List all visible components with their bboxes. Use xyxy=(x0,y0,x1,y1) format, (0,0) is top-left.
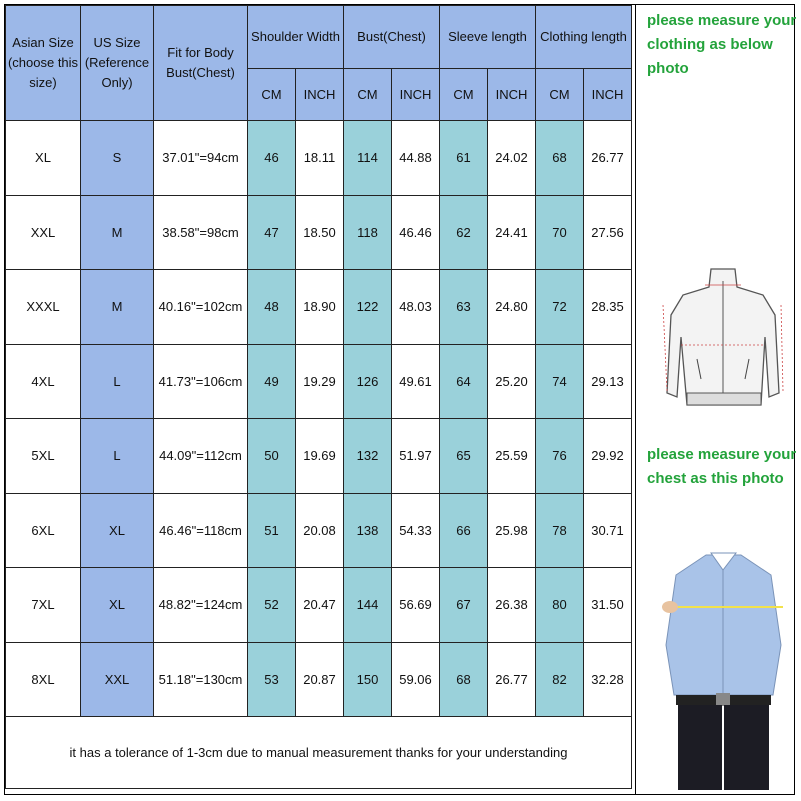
header-bust: Bust(Chest) xyxy=(344,6,440,69)
cell-shoulder-inch: 18.11 xyxy=(296,121,344,196)
header-shoulder-width: Shoulder Width xyxy=(248,6,344,69)
table-row xyxy=(6,419,632,494)
cell-clothing-cm: 78 xyxy=(536,493,584,568)
table-row xyxy=(6,568,632,643)
cell-sleeve-inch: 26.38 xyxy=(488,568,536,643)
subheader-inch: INCH xyxy=(296,69,344,121)
cell-clothing-inch: 32.28 xyxy=(584,642,632,717)
cell-sleeve-cm: 67 xyxy=(440,568,488,643)
cell-size-asian: XL xyxy=(6,121,81,196)
cell-shoulder-cm: 53 xyxy=(248,642,296,717)
cell-size-us: XXL xyxy=(81,642,154,717)
cell-shoulder-cm: 50 xyxy=(248,419,296,494)
cell-size-us: L xyxy=(81,344,154,419)
cell-bust-cm: 122 xyxy=(344,270,392,345)
subheader-inch: INCH xyxy=(584,69,632,121)
cell-bust-inch: 44.88 xyxy=(392,121,440,196)
cell-clothing-cm: 70 xyxy=(536,195,584,270)
cell-clothing-cm: 76 xyxy=(536,419,584,494)
cell-bust-inch: 59.06 xyxy=(392,642,440,717)
cell-size-us: L xyxy=(81,419,154,494)
cell-sleeve-cm: 65 xyxy=(440,419,488,494)
cell-clothing-inch: 29.92 xyxy=(584,419,632,494)
tolerance-footer: it has a tolerance of 1-3cm due to manual measurement thanks for your understanding xyxy=(6,717,632,789)
cell-size-us: M xyxy=(81,195,154,270)
cell-fit-bust: 44.09"=112cm xyxy=(154,419,248,494)
cell-sleeve-cm: 64 xyxy=(440,344,488,419)
header-sleeve-length: Sleeve length xyxy=(440,6,536,69)
cell-clothing-cm: 80 xyxy=(536,568,584,643)
cell-bust-inch: 46.46 xyxy=(392,195,440,270)
cell-bust-inch: 56.69 xyxy=(392,568,440,643)
cell-bust-cm: 150 xyxy=(344,642,392,717)
cell-fit-bust: 38.58"=98cm xyxy=(154,195,248,270)
cell-size-us: M xyxy=(81,270,154,345)
table-row xyxy=(6,270,632,345)
cell-shoulder-inch: 20.08 xyxy=(296,493,344,568)
cell-sleeve-inch: 24.41 xyxy=(488,195,536,270)
subheader-cm: CM xyxy=(536,69,584,121)
cell-size-asian: XXXL xyxy=(6,270,81,345)
chest-measure-photo-icon xyxy=(656,535,791,790)
cell-clothing-inch: 29.13 xyxy=(584,344,632,419)
cell-shoulder-cm: 47 xyxy=(248,195,296,270)
header-us-size: US Size (Reference Only) xyxy=(81,6,154,121)
cell-shoulder-inch: 19.69 xyxy=(296,419,344,494)
jacket-diagram-icon xyxy=(661,255,786,415)
table-row xyxy=(6,493,632,568)
cell-clothing-cm: 68 xyxy=(536,121,584,196)
cell-size-us: XL xyxy=(81,568,154,643)
cell-clothing-cm: 74 xyxy=(536,344,584,419)
cell-clothing-inch: 28.35 xyxy=(584,270,632,345)
header-asian-size: Asian Size (choose this size) xyxy=(6,6,81,121)
cell-fit-bust: 40.16"=102cm xyxy=(154,270,248,345)
subheader-cm: CM xyxy=(248,69,296,121)
cell-clothing-inch: 27.56 xyxy=(584,195,632,270)
cell-clothing-cm: 82 xyxy=(536,642,584,717)
cell-shoulder-inch: 19.29 xyxy=(296,344,344,419)
cell-bust-cm: 138 xyxy=(344,493,392,568)
cell-fit-bust: 51.18"=130cm xyxy=(154,642,248,717)
subheader-inch: INCH xyxy=(488,69,536,121)
cell-shoulder-cm: 52 xyxy=(248,568,296,643)
cell-clothing-inch: 31.50 xyxy=(584,568,632,643)
cell-bust-cm: 126 xyxy=(344,344,392,419)
cell-bust-cm: 114 xyxy=(344,121,392,196)
clothing-measure-note: please measure your clothing as below photo xyxy=(647,12,797,77)
cell-sleeve-cm: 62 xyxy=(440,195,488,270)
cell-shoulder-inch: 20.47 xyxy=(296,568,344,643)
cell-size-asian: 7XL xyxy=(6,568,81,643)
cell-sleeve-inch: 25.98 xyxy=(488,493,536,568)
cell-sleeve-inch: 26.77 xyxy=(488,642,536,717)
cell-sleeve-inch: 24.80 xyxy=(488,270,536,345)
cell-bust-cm: 132 xyxy=(344,419,392,494)
cell-shoulder-cm: 46 xyxy=(248,121,296,196)
cell-sleeve-cm: 68 xyxy=(440,642,488,717)
cell-fit-bust: 46.46"=118cm xyxy=(154,493,248,568)
cell-bust-inch: 51.97 xyxy=(392,419,440,494)
cell-clothing-cm: 72 xyxy=(536,270,584,345)
cell-sleeve-inch: 25.59 xyxy=(488,419,536,494)
cell-shoulder-inch: 20.87 xyxy=(296,642,344,717)
cell-bust-cm: 144 xyxy=(344,568,392,643)
cell-shoulder-cm: 48 xyxy=(248,270,296,345)
table-row xyxy=(6,642,632,717)
cell-bust-inch: 54.33 xyxy=(392,493,440,568)
cell-sleeve-inch: 24.02 xyxy=(488,121,536,196)
cell-bust-inch: 49.61 xyxy=(392,344,440,419)
cell-sleeve-inch: 25.20 xyxy=(488,344,536,419)
cell-bust-inch: 48.03 xyxy=(392,270,440,345)
cell-clothing-inch: 26.77 xyxy=(584,121,632,196)
cell-shoulder-cm: 51 xyxy=(248,493,296,568)
cell-size-asian: 8XL xyxy=(6,642,81,717)
cell-sleeve-cm: 63 xyxy=(440,270,488,345)
cell-bust-cm: 118 xyxy=(344,195,392,270)
cell-size-asian: 6XL xyxy=(6,493,81,568)
cell-fit-bust: 48.82"=124cm xyxy=(154,568,248,643)
cell-shoulder-inch: 18.50 xyxy=(296,195,344,270)
cell-shoulder-inch: 18.90 xyxy=(296,270,344,345)
size-table xyxy=(5,5,632,789)
cell-sleeve-cm: 61 xyxy=(440,121,488,196)
subheader-inch: INCH xyxy=(392,69,440,121)
subheader-cm: CM xyxy=(344,69,392,121)
header-clothing-length: Clothing length xyxy=(536,6,632,69)
cell-size-asian: XXL xyxy=(6,195,81,270)
header-fit-bust: Fit for Body Bust(Chest) xyxy=(154,6,248,121)
size-chart xyxy=(4,4,795,795)
subheader-cm: CM xyxy=(440,69,488,121)
cell-fit-bust: 41.73"=106cm xyxy=(154,344,248,419)
cell-clothing-inch: 30.71 xyxy=(584,493,632,568)
cell-sleeve-cm: 66 xyxy=(440,493,488,568)
cell-fit-bust: 37.01"=94cm xyxy=(154,121,248,196)
table-row xyxy=(6,344,632,419)
measure-panel xyxy=(635,5,796,794)
table-row xyxy=(6,195,632,270)
cell-size-us: S xyxy=(81,121,154,196)
table-row xyxy=(6,121,632,196)
cell-size-asian: 4XL xyxy=(6,344,81,419)
cell-size-us: XL xyxy=(81,493,154,568)
cell-size-asian: 5XL xyxy=(6,419,81,494)
chest-measure-note: please measure your chest as this photo xyxy=(647,446,797,487)
cell-shoulder-cm: 49 xyxy=(248,344,296,419)
